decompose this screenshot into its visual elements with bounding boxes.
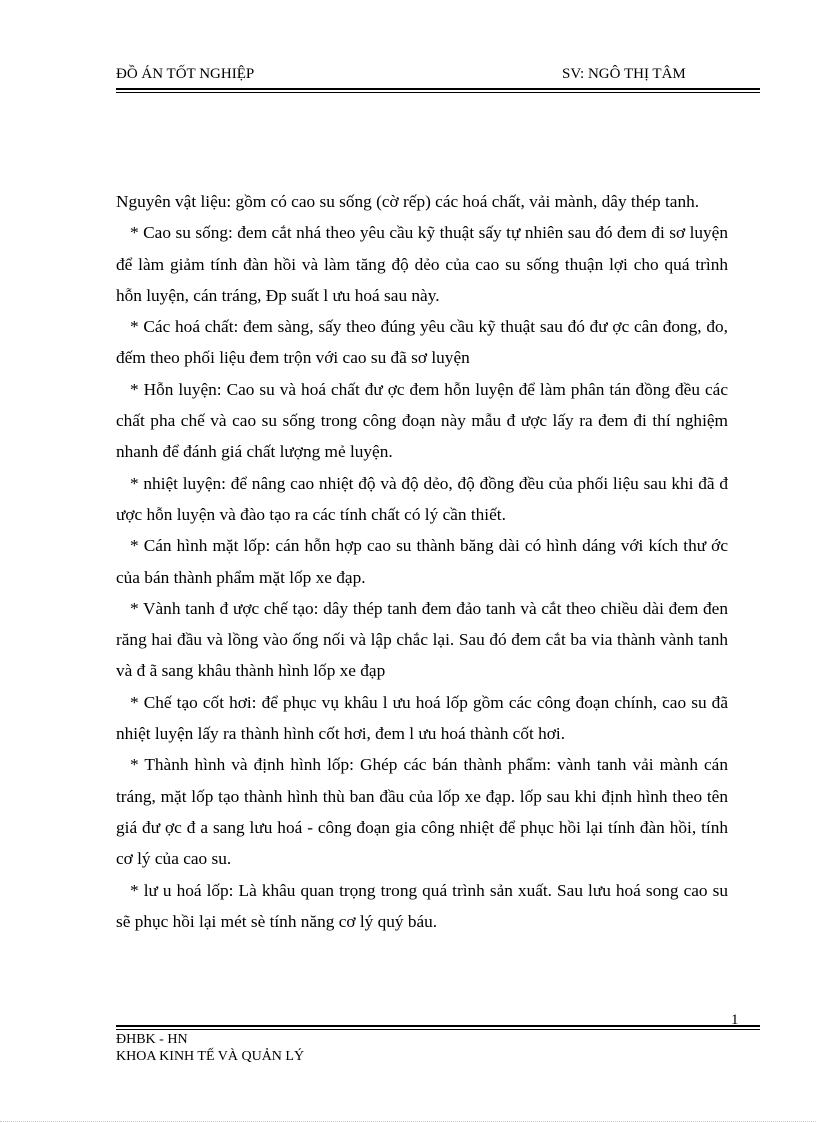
page-footer <box>116 1031 304 1065</box>
page-header <box>116 64 760 86</box>
page-number: 1 <box>731 1012 739 1028</box>
paragraph-tread-calendering: * Cán hình mặt lốp: cán hỗn hợp cao su thành băng dài có hình dáng với kích thư ớc của bán thành phẩm mặt lốp xe đạp. <box>116 536 728 587</box>
paragraph-heat-milling: * nhiệt luyện: để nâng cao nhiệt độ và độ dẻo, độ đồng đều của phối liệu sau khi đã đ ược hỗn luyện và đào tạo ra các tính chất có lý cần thiết. <box>116 473 728 524</box>
document-body <box>116 186 728 937</box>
paragraph-raw-rubber: * Cao su sống: đem cắt nhá theo yêu cầu kỹ thuật sấy tự nhiên sau đó đem đi sơ luyện để làm giảm tính đàn hồi và làm tăng độ dẻo của cao su sống thuận lợi cho quá trình hỗn luyện, cán tráng, Đp suất l ưu hoá sau này. <box>116 223 728 305</box>
header-title: ĐỒ ÁN TỐT NGHIỆP <box>116 66 255 82</box>
header-divider <box>116 88 760 93</box>
footer-university: ĐHBK - HN <box>116 1032 188 1047</box>
paragraph-vulcanization: * lư u hoá lốp: Là khâu quan trọng trong quá trình sản xuất. Sau lưu hoá song cao su sẽ phục hồi lại mét sè tính năng cơ lý quý báu. <box>116 880 728 931</box>
paragraph-air-bladder: * Chế tạo cốt hơi: để phục vụ khâu l ưu hoá lốp gồm các công đoạn chính, cao su đã nhiệt luyện lấy ra thành hình cốt hơi, đem l ưu hoá thành cốt hơi. <box>116 692 728 744</box>
header-student: SV: NGÔ THỊ TÂM <box>562 66 686 82</box>
footer-divider <box>116 1025 760 1030</box>
page-edge-divider <box>0 1121 816 1122</box>
paragraph-mixing: * Hỗn luyện: Cao su và hoá chất đư ợc đem hỗn luyện để làm phân tán đồng đều các chất pha chế và cao su sống trong công đoạn này mẫu đ ược lấy ra đem đi thí nghiệm nhanh để đánh giá chất lượng mẻ luyện. <box>116 379 728 462</box>
paragraph-materials: Nguyên vật liệu: gồm có cao su sống (cờ rếp) các hoá chất, vải mành, dây thép tanh. <box>116 192 700 211</box>
footer-faculty: KHOA KINH TẾ VÀ QUẢN LÝ <box>116 1049 305 1064</box>
paragraph-bead-ring: * Vành tanh đ ược chế tạo: dây thép tanh đem đảo tanh và cắt theo chiều dài đem đen răng hai đầu và lồng vào ống nối và lập chắc lại. Sau đó đem cắt ba via thành vành tanh và đ ã sang khâu thành hình lốp xe đạp <box>116 598 728 681</box>
paragraph-chemicals: * Các hoá chất: đem sàng, sấy theo đúng yêu cầu kỹ thuật sau đó đư ợc cân đong, đo, đếm theo phối liệu đem trộn với cao su đã sơ luyện <box>116 317 728 368</box>
paragraph-tire-building: * Thành hình và định hình lốp: Ghép các bán thành phẩm: vành tanh vải mành cán tráng, mặt lốp tạo thành hình thù ban đầu của lốp xe đạp. lốp sau khi định hình theo tên giá đư ợc đ a sang lưu hoá - công đoạn gia công nhiệt để phục hồi lại tính đàn hồi, tính cơ lý của cao su. <box>116 755 728 869</box>
